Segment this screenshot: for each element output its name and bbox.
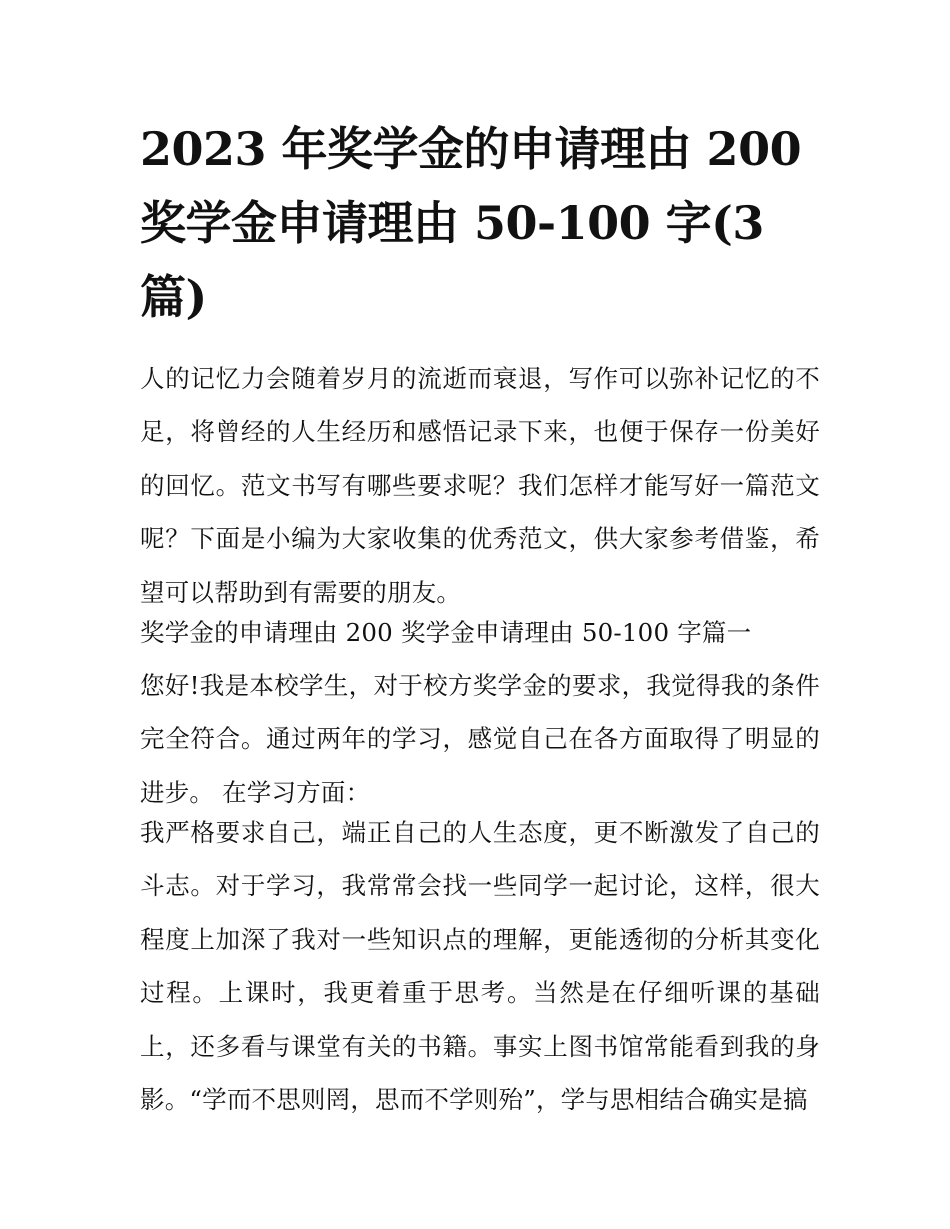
body-paragraph-2: 我严格要求自己，端正自己的人生态度，更不断激发了自己的斗志。对于学习，我常常会找一些同学一起讨论，这样，很大程度上加深了我对一些知识点的理解，更能透彻的分析其变化过程。上课时，我更着重于思考。当然是在仔细听课的基础上，还多看与课堂有关的书籍。事实上图书馆常能看到我的身影。“学而不思则罔，思而不学则殆”，学与思相结合确实是搞 [140,818,820,1115]
section-heading: 奖学金的申请理由 200 奖学金申请理由 50-100 字篇一 [140,618,752,647]
document-title: 2023 年奖学金的申请理由 200 奖学金申请理由 50-100 字(3 篇) [140,122,802,324]
body-paragraph-1: 您好!我是本校学生，对于校方奖学金的要求，我觉得我的条件完全符合。通过两年的学习，感觉自己在各方面取得了明显的进步。 在学习方面： [140,671,820,807]
intro-paragraph: 人的记忆力会随着岁月的流逝而衰退，写作可以弥补记忆的不足，将曾经的人生经历和感悟记录下来，也便于保存一份美好的回忆。范文书写有哪些要求呢？我们怎样才能写好一篇范文呢？下面是小编为大家收集的优秀范文，供大家参考借鉴，希望可以帮助到有需要的朋友。 [140,364,820,607]
